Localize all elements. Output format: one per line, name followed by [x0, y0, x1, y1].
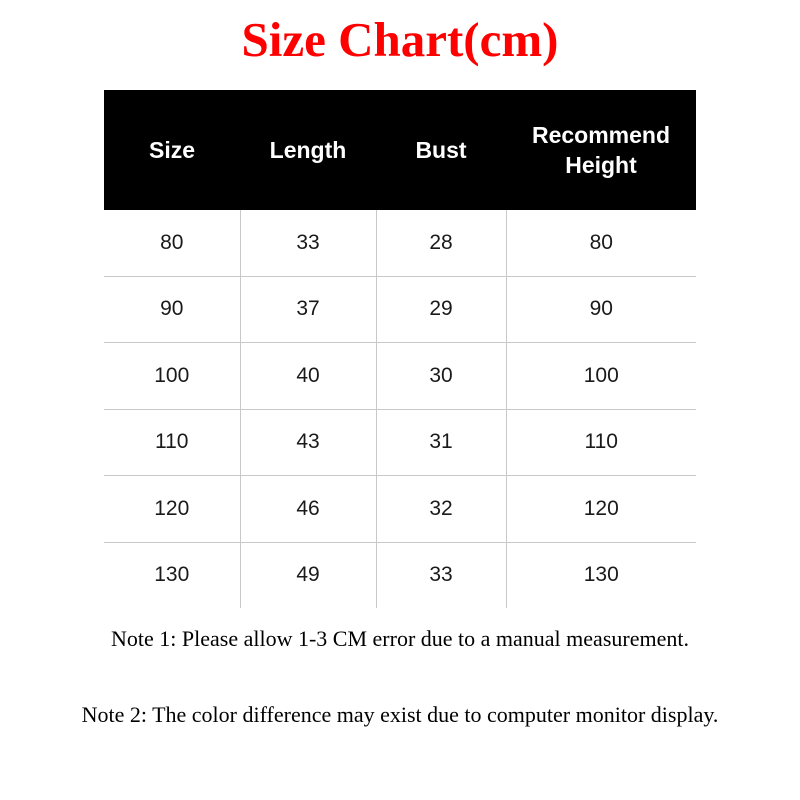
cell-length: 43	[240, 409, 376, 476]
cell-length: 37	[240, 276, 376, 343]
cell-bust: 30	[376, 343, 506, 410]
cell-recommend-height: 80	[506, 210, 696, 276]
table-row	[104, 343, 696, 410]
page-title: Size Chart(cm)	[241, 12, 559, 67]
table-row	[104, 409, 696, 476]
cell-bust: 29	[376, 276, 506, 343]
cell-recommend-height: 120	[506, 476, 696, 543]
cell-size: 80	[104, 210, 240, 276]
cell-size: 120	[104, 476, 240, 543]
table-body	[104, 210, 696, 608]
cell-length: 46	[240, 476, 376, 543]
size-table-container	[104, 90, 696, 608]
cell-size: 130	[104, 542, 240, 608]
cell-length: 49	[240, 542, 376, 608]
table-header-row	[104, 90, 696, 210]
size-table	[104, 90, 696, 608]
cell-size: 90	[104, 276, 240, 343]
table-row	[104, 210, 696, 276]
notes-section	[0, 612, 800, 730]
table-row	[104, 476, 696, 543]
cell-recommend-height: 130	[506, 542, 696, 608]
cell-recommend-height: 110	[506, 409, 696, 476]
note-2: Note 2: The color difference may exist due to computer monitor display.	[81, 702, 719, 727]
cell-bust: 33	[376, 542, 506, 608]
cell-length: 40	[240, 343, 376, 410]
cell-recommend-height: 100	[506, 343, 696, 410]
cell-length: 33	[240, 210, 376, 276]
table-header	[104, 90, 696, 210]
column-header-recommend-height: Recommend Height	[506, 90, 696, 210]
cell-bust: 28	[376, 210, 506, 276]
cell-size: 110	[104, 409, 240, 476]
cell-recommend-height: 90	[506, 276, 696, 343]
cell-bust: 31	[376, 409, 506, 476]
table-row	[104, 276, 696, 343]
table-row	[104, 542, 696, 608]
cell-bust: 32	[376, 476, 506, 543]
column-header-bust: Bust	[376, 90, 506, 210]
column-header-size: Size	[104, 90, 240, 210]
column-header-length: Length	[240, 90, 376, 210]
note-1: Note 1: Please allow 1-3 CM error due to a manual measurement.	[111, 626, 689, 651]
cell-size: 100	[104, 343, 240, 410]
